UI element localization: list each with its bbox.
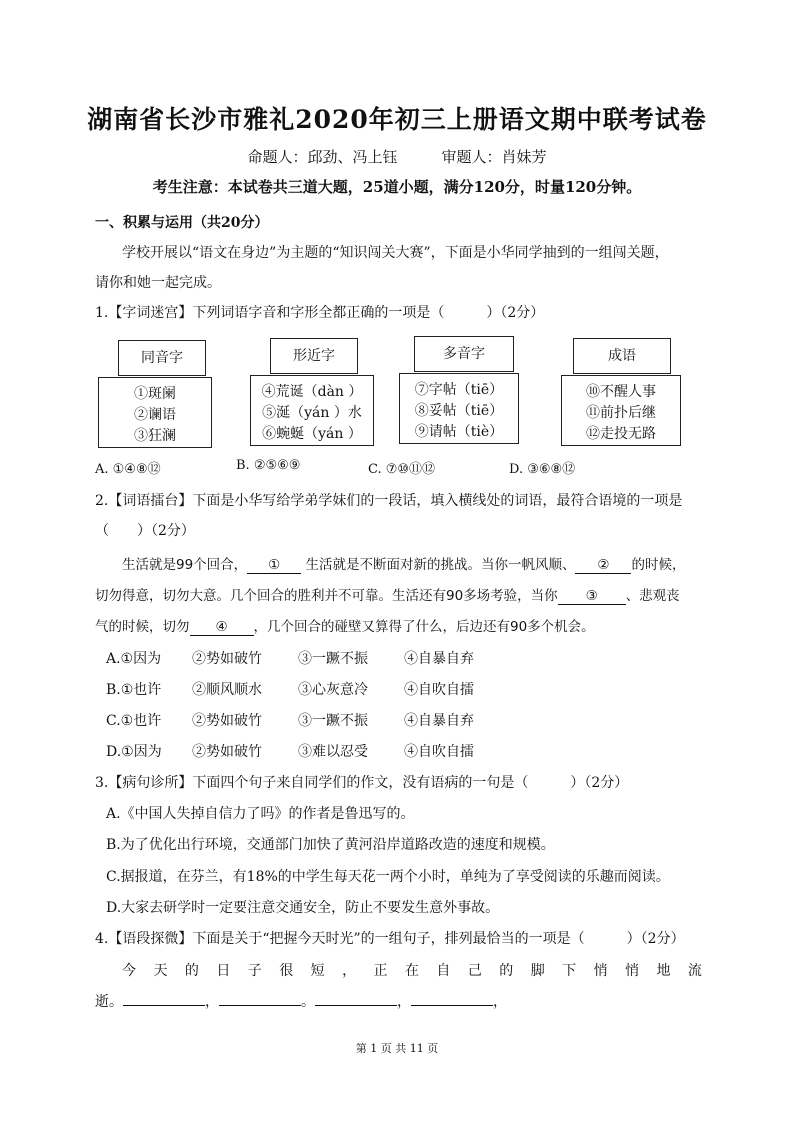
blank-1: ①	[247, 557, 301, 574]
passage-text: 。	[301, 994, 315, 1010]
box-item: ⑪前扑后继	[586, 405, 656, 421]
q2-option-b	[106, 679, 474, 699]
option-part: ④自吹自擂	[404, 744, 474, 760]
option-part: C.①也许	[106, 713, 162, 729]
q2-passage-line-1	[122, 553, 685, 574]
q4-fill-line	[95, 991, 507, 1011]
intro-line-1: 学校开展以“语文在身边”为主题的“知识闯关大赛”，下面是小华同学抽到的一组闯关题，	[122, 245, 669, 261]
q2-stem-line-1: 2.【词语擂台】下面是小华写给学弟学妹们的一段话，填入横线处的词语，最符合语境的一项是	[95, 493, 683, 509]
passage-text: ，	[205, 994, 219, 1010]
box-label-polyphone: 多音字	[414, 336, 514, 372]
box-item: ⑤涎（yán ）水	[262, 405, 362, 421]
box-item: ④荒诞（dàn ）	[261, 384, 363, 400]
option-part: ②势如破竹	[192, 651, 262, 667]
passage-text: 、悲观丧	[625, 588, 680, 604]
box-items-similar	[250, 375, 374, 446]
box-item: ③狂澜	[134, 428, 176, 444]
box-item: ⑧妥帖（tiē）	[414, 403, 504, 419]
spread-char: 很	[279, 963, 294, 979]
section-heading: 一、积累与运用（共20分）	[95, 215, 269, 231]
q4-blank-1	[123, 1005, 205, 1006]
exam-notice: 考生注意：本试卷共三道大题，25道小题，满分120分，时量120分钟。	[152, 178, 642, 196]
box-item: ⑦字帖（tiē）	[414, 382, 504, 398]
spread-char: 日	[216, 963, 231, 979]
q2-passage-line-2	[95, 584, 680, 605]
option-part: ③难以忍受	[298, 744, 368, 760]
passage-text: 切勿得意，切勿大意。几个回合的胜利并不可靠。生活还有90多场考验，当你	[95, 588, 558, 604]
author-line	[0, 146, 794, 167]
option-part: ④自暴自弃	[404, 713, 474, 729]
spread-char: 天	[153, 963, 168, 979]
blank-4: ④	[190, 619, 254, 636]
intro-line-2: 请你和她一起完成。	[95, 275, 221, 291]
spread-char: 子	[247, 963, 262, 979]
spread-char: 正	[373, 963, 388, 979]
spread-char: ，	[342, 963, 357, 979]
q4-blank-2	[219, 1005, 301, 1006]
box-items-idiom	[561, 375, 681, 446]
spread-char: 流	[687, 963, 702, 979]
passage-text: ，几个回合的碰壁又算得了什么，后边还有90多个机会。	[253, 619, 595, 635]
q1-choice-a: A. ①④⑧⑫	[95, 462, 161, 477]
blank-3: ③	[558, 588, 626, 605]
box-label-idiom: 成语	[573, 338, 671, 374]
setter: 命题人：邱劲、冯上钰	[247, 148, 398, 166]
q3-option-d: D.大家去研学时一定要注意交通安全，防止不要发生意外事故。	[106, 900, 500, 916]
passage-text: 生活就是不断面对新的挑战。当你一帆风顺、	[305, 557, 576, 573]
q1-choice-d: D. ③⑥⑧⑫	[509, 462, 576, 477]
page-footer: 第 1 页 共 11 页	[355, 1042, 439, 1055]
passage-text: 生活就是99个回合，	[122, 557, 248, 573]
q4-spread-line	[122, 960, 702, 980]
box-items-polyphone	[399, 373, 519, 444]
passage-text: 逝。	[95, 994, 123, 1010]
spread-char: 在	[404, 963, 419, 979]
option-part: A.①因为	[106, 651, 162, 667]
q4-blank-4	[411, 1005, 493, 1006]
spread-char: 今	[122, 963, 136, 979]
q1-choice-c: C. ⑦⑩⑪⑫	[368, 462, 436, 477]
option-part: ②势如破竹	[192, 713, 262, 729]
reviewer: 审题人：肖妹芳	[441, 148, 547, 166]
spread-char: 的	[499, 963, 514, 979]
q1-stem: 1.【字词迷宫】下列词语字音和字形全都正确的一项是（ ）（2分）	[95, 305, 545, 321]
option-part: ③一蹶不振	[298, 713, 368, 729]
box-item: ⑨请帖（tiè）	[414, 424, 504, 440]
option-part: ②势如破竹	[192, 744, 262, 760]
box-item: ①斑阑	[134, 386, 176, 402]
q3-stem: 3.【病句诊所】下面四个句子来自同学们的作文，没有语病的一句是（ ）（2分）	[95, 775, 629, 791]
q2-option-a	[106, 648, 474, 668]
spread-char: 脚	[530, 963, 545, 979]
option-part: ③一蹶不振	[298, 651, 368, 667]
q4-stem: 4.【语段探微】下面是关于“把握今天时光”的一组句子，排列最恰当的一项是（ ）（2分）	[95, 931, 685, 947]
q2-stem-line-2: （ ）（2分）	[95, 523, 195, 539]
box-item: ⑫走投无路	[586, 426, 656, 442]
passage-text: ，	[493, 994, 507, 1010]
option-part: ②顺风顺水	[192, 682, 262, 698]
spread-char: 的	[184, 963, 199, 979]
passage-text: 气的时候，切勿	[95, 619, 190, 635]
page-title: 湖南省长沙市雅礼2020年初三上册语文期中联考试卷	[87, 105, 707, 134]
q2-option-d	[106, 741, 474, 761]
spread-char: 地	[656, 963, 671, 979]
spread-char: 下	[562, 963, 577, 979]
box-item: ⑥蜿蜒（yán ）	[262, 426, 362, 442]
blank-2: ②	[575, 557, 631, 574]
option-part: ④自暴自弃	[404, 651, 474, 667]
q2-passage-line-3	[95, 615, 595, 636]
q2-option-c	[106, 710, 474, 730]
q4-blank-3	[315, 1005, 397, 1006]
spread-char: 自	[436, 963, 451, 979]
spread-char: 悄	[625, 963, 639, 979]
box-label-homophone: 同音字	[118, 340, 206, 376]
q3-option-a: A.《中国人失掉自信力了吗》的作者是鲁迅写的。	[106, 806, 415, 822]
option-part: D.①因为	[106, 744, 162, 760]
q3-option-c: C.据报道，在芬兰，有18%的中学生每天花一两个小时，单纯为了享受阅读的乐趣而阅读。	[106, 869, 670, 885]
q1-choice-b: B. ②⑤⑥⑨	[236, 458, 301, 473]
passage-text: ，	[397, 994, 411, 1010]
q3-option-b: B.为了优化出行环境，交通部门加快了黄河沿岸道路改造的速度和规模。	[106, 837, 555, 853]
option-part: ④自吹自擂	[404, 682, 474, 698]
spread-char: 悄	[593, 963, 608, 979]
option-part: B.①也许	[106, 682, 162, 698]
box-item: ②谰语	[134, 407, 176, 423]
option-part: ③心灰意冷	[298, 682, 368, 698]
spread-char: 己	[467, 963, 482, 979]
box-label-similar: 形近字	[270, 338, 358, 374]
box-items-homophone	[98, 377, 212, 448]
spread-char: 短	[310, 963, 325, 979]
box-item: ⑩不醒人事	[586, 384, 656, 400]
passage-text: 的时候，	[631, 557, 686, 573]
